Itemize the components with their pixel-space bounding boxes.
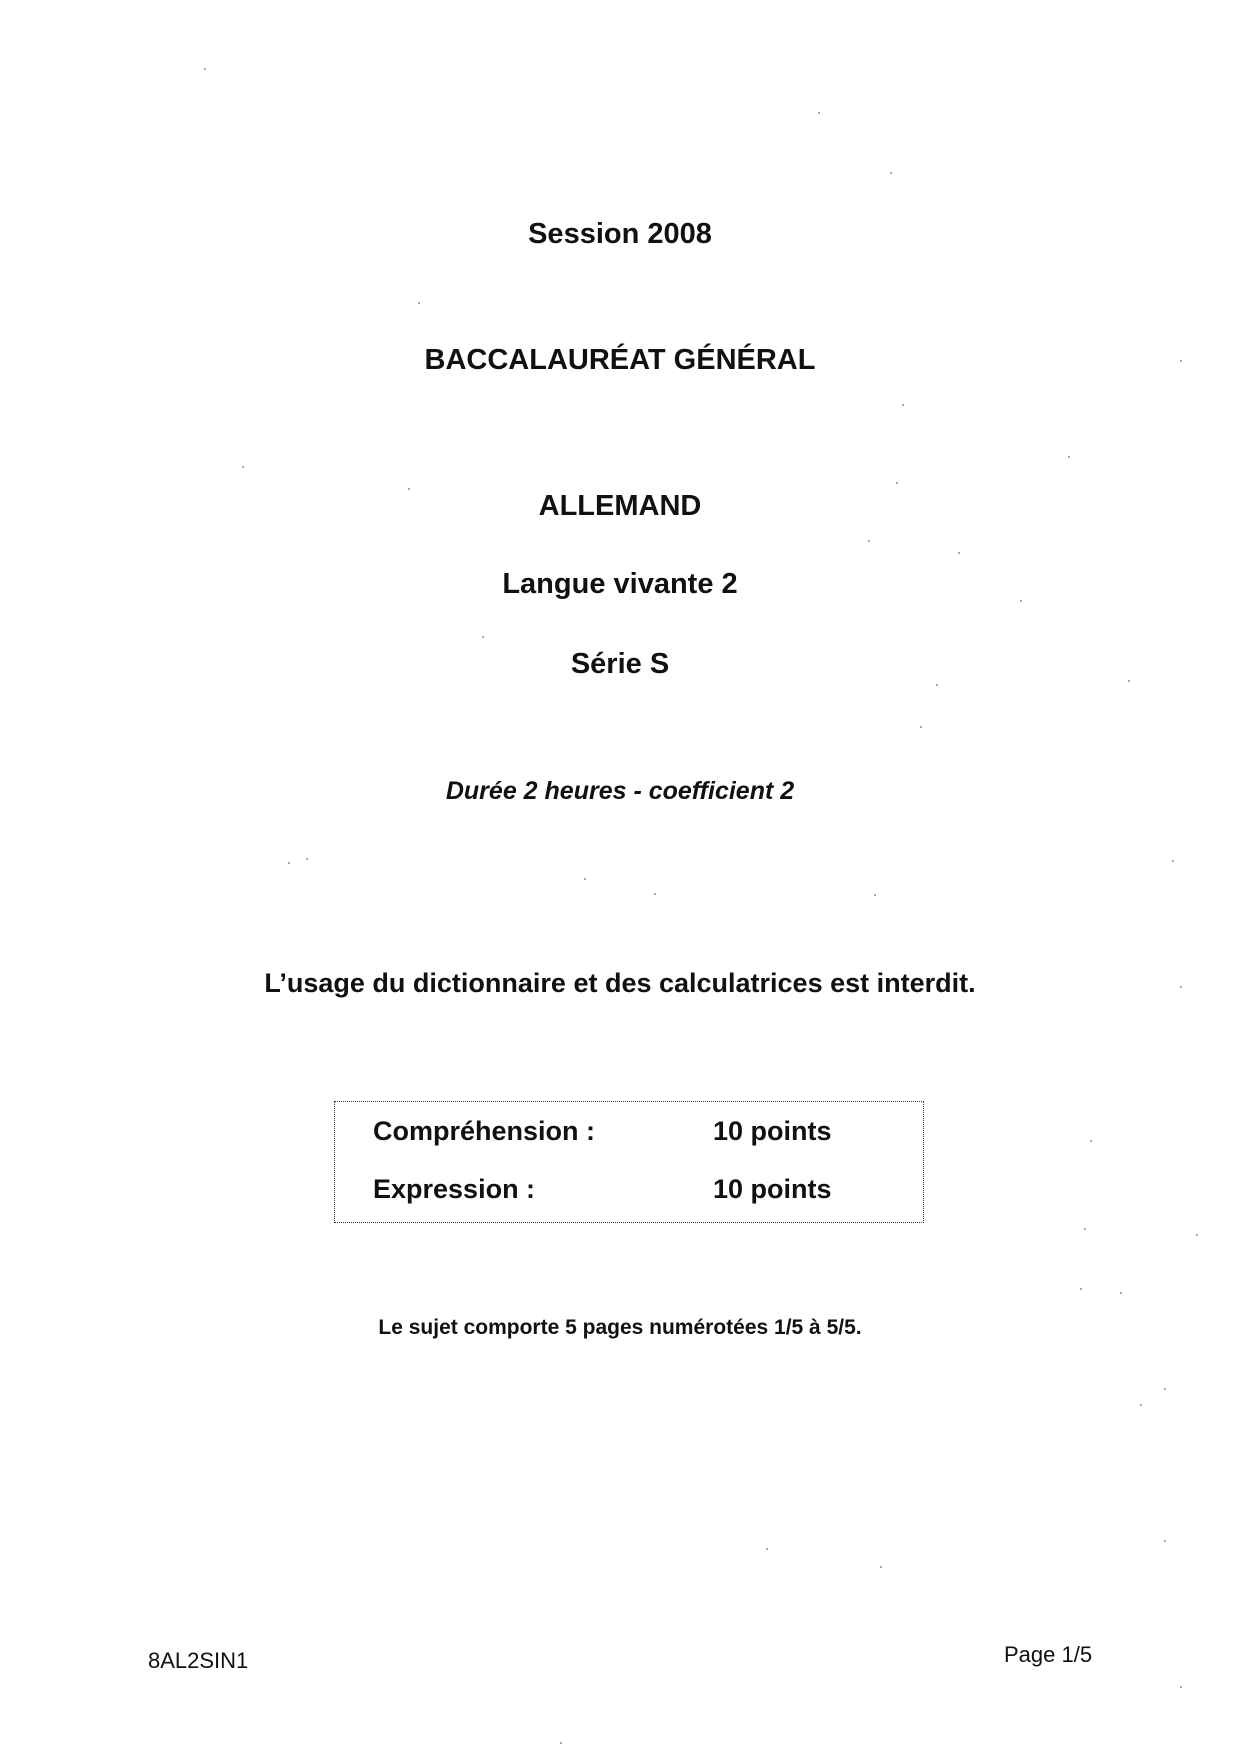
scan-speck bbox=[1020, 600, 1022, 602]
scan-speck bbox=[1172, 860, 1174, 862]
page-number: Page 1/5 bbox=[1004, 1642, 1093, 1667]
scan-speck bbox=[1120, 1292, 1122, 1294]
scan-speck bbox=[1164, 1388, 1166, 1390]
scan-speck bbox=[242, 466, 244, 468]
usage-notice: L’usage du dictionnaire et des calculatrices est interdit. bbox=[264, 968, 976, 998]
scan-speck bbox=[1180, 1686, 1182, 1688]
scan-speck bbox=[1164, 1540, 1166, 1542]
scoring-row-expression bbox=[335, 1174, 923, 1214]
scan-speck bbox=[890, 172, 892, 174]
scan-speck bbox=[1180, 986, 1182, 988]
scan-speck bbox=[1080, 1288, 1082, 1290]
scan-speck bbox=[958, 552, 960, 554]
exam-title: BACCALAURÉAT GÉNÉRAL bbox=[424, 344, 816, 376]
duration-coefficient: Durée 2 heures - coefficient 2 bbox=[445, 777, 795, 805]
scan-speck bbox=[288, 862, 290, 864]
pages-note: Le sujet comporte 5 pages numérotées 1/5 à 5/5. bbox=[378, 1316, 862, 1339]
scan-speck bbox=[1180, 360, 1182, 362]
scoring-label: Expression : bbox=[373, 1174, 536, 1204]
scan-speck bbox=[868, 540, 870, 542]
scoring-box bbox=[334, 1101, 924, 1223]
scan-speck bbox=[896, 482, 898, 484]
scan-speck bbox=[1196, 1234, 1198, 1236]
scoring-points: 10 points bbox=[713, 1174, 832, 1204]
scan-speck bbox=[936, 684, 938, 686]
scoring-points: 10 points bbox=[713, 1116, 832, 1146]
series-label: Série S bbox=[570, 648, 670, 680]
scan-speck bbox=[874, 894, 876, 896]
scan-speck bbox=[1140, 1404, 1142, 1406]
scan-speck bbox=[766, 1548, 768, 1550]
scan-speck bbox=[584, 878, 586, 880]
session-title: Session 2008 bbox=[528, 218, 712, 250]
scan-speck bbox=[306, 858, 308, 860]
scoring-label: Compréhension : bbox=[373, 1116, 596, 1146]
scan-speck bbox=[482, 636, 484, 638]
scan-speck bbox=[920, 726, 922, 728]
scan-speck bbox=[204, 68, 206, 70]
scan-speck bbox=[818, 112, 820, 114]
document-code: 8AL2SIN1 bbox=[148, 1648, 249, 1673]
scan-speck bbox=[418, 302, 420, 304]
scan-speck bbox=[560, 1742, 562, 1744]
scan-speck bbox=[1128, 680, 1130, 682]
scan-speck bbox=[408, 488, 410, 490]
scan-speck bbox=[1090, 1140, 1092, 1142]
scan-speck bbox=[1084, 1228, 1086, 1230]
scan-speck bbox=[654, 893, 656, 895]
scan-speck bbox=[1068, 456, 1070, 458]
scoring-row-comprehension bbox=[335, 1116, 923, 1156]
scan-speck bbox=[902, 404, 904, 406]
scan-speck bbox=[880, 1566, 882, 1568]
subject-title: ALLEMAND bbox=[538, 490, 702, 522]
language-level: Langue vivante 2 bbox=[502, 568, 738, 600]
